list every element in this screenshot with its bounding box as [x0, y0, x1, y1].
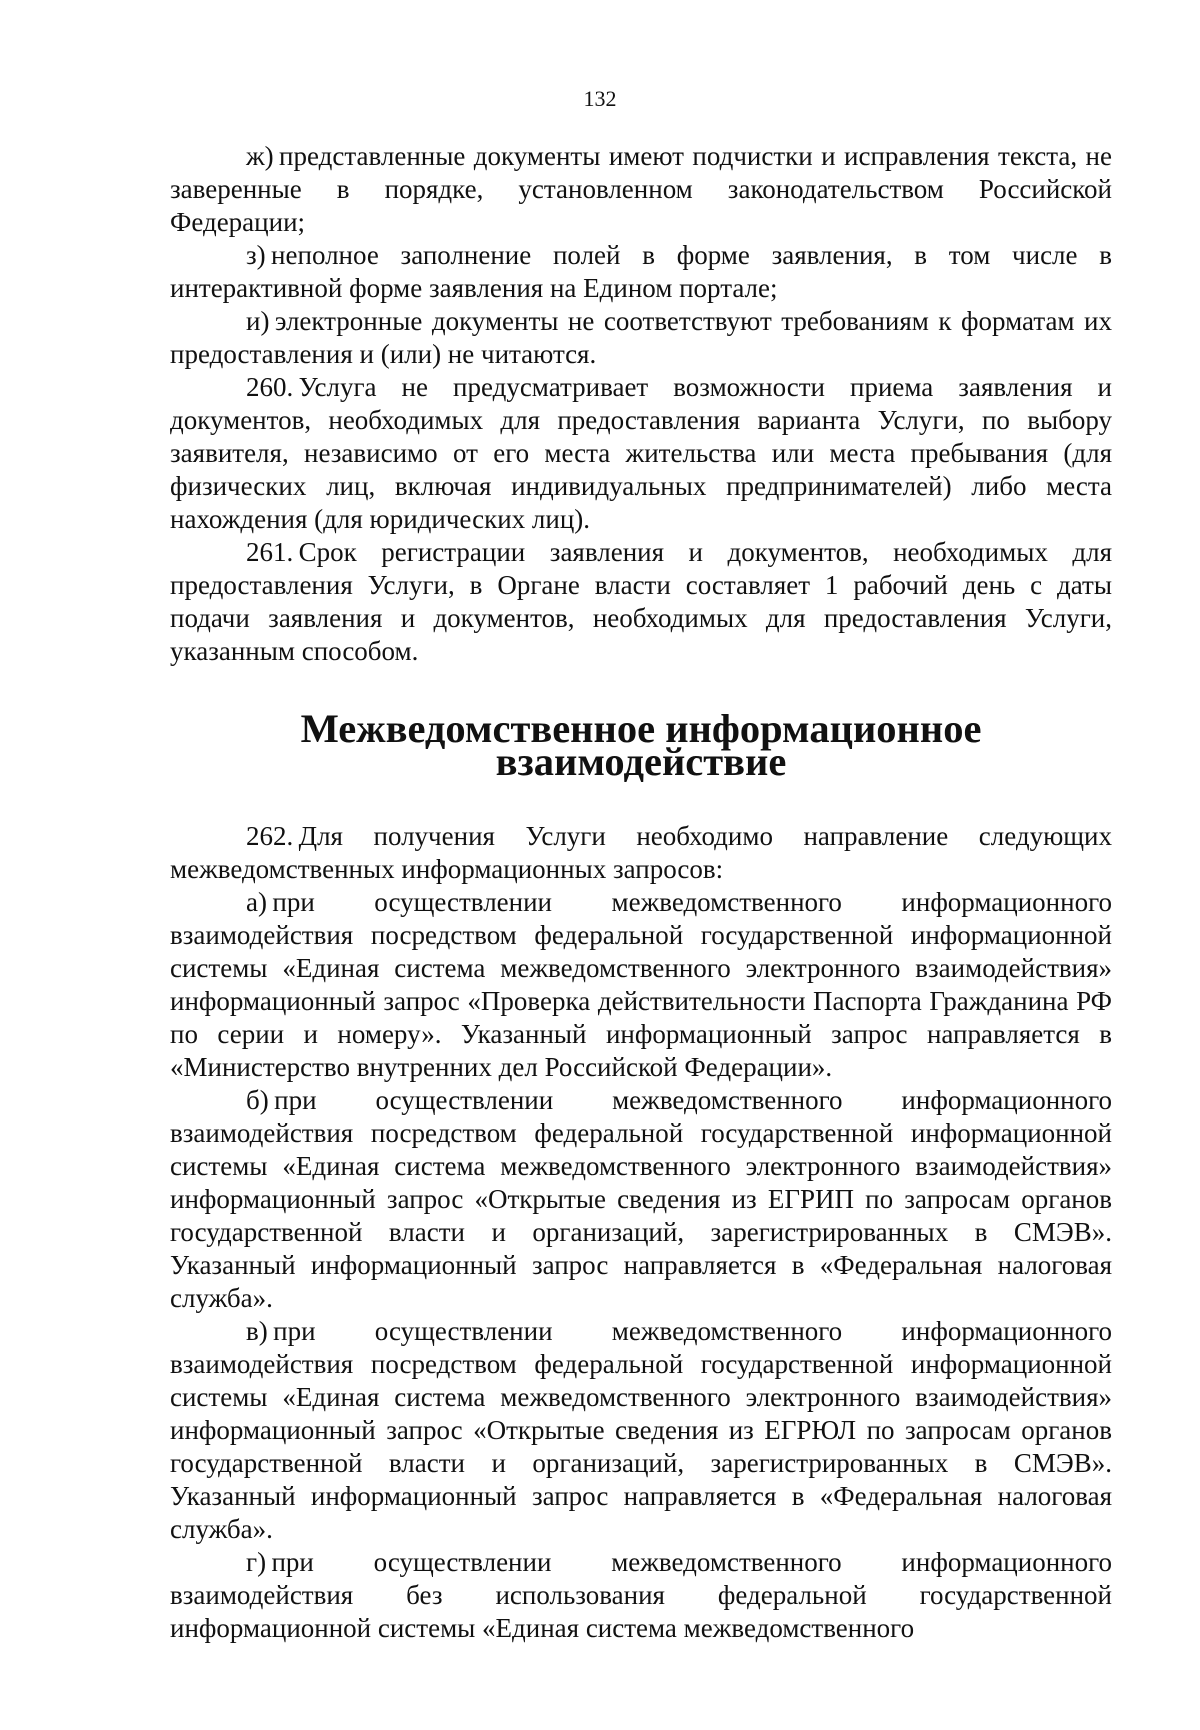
- page-number: 132: [583, 86, 617, 111]
- paragraph-item-a: а) при осуществлении межведомственного информационного взаимодействия посредством федеральной государственной информационной системы «Единая система межведомственного электронного взаимодействия» информационный запрос «Проверка действительности Паспорта Гражданина РФ по серии и номеру». Указанный информационный запрос направляется в «Министерство внутренних дел Российской Федерации».: [170, 887, 1112, 1082]
- section-heading: Межведомственное информационное взаимодействие: [300, 706, 982, 784]
- paragraph-item-g: г) при осуществлении межведомственного информационного взаимодействия без использования федеральной государственной информационной системы «Единая система межведомственного: [170, 1547, 1112, 1643]
- paragraph-item-i: и) электронные документы не соответствуют требованиям к форматам их предоставления и (или) не читаются.: [170, 306, 1112, 369]
- paragraph-item-v: в) при осуществлении межведомственного информационного взаимодействия посредством федеральной государственной информационной системы «Единая система межведомственного электронного взаимодействия» информационный запрос «Открытые сведения из ЕГРЮЛ по запросам органов государственной власти и организаций, зарегистрированных в СМЭВ». Указанный информационный запрос направляется в «Федеральная налоговая служба».: [170, 1316, 1112, 1544]
- document-body: [170, 140, 1112, 1645]
- paragraph-item-z: з) неполное заполнение полей в форме заявления, в том числе в интерактивной форме заявления на Едином портале;: [170, 240, 1112, 303]
- paragraph-260: 260. Услуга не предусматривает возможности приема заявления и документов, необходимых для предоставления варианта Услуги, по выбору заявителя, независимо от его места жительства или места пребывания (для физических лиц, включая индивидуальных предпринимателей) либо места нахождения (для юридических лиц).: [170, 372, 1112, 534]
- paragraph-261: 261. Срок регистрации заявления и документов, необходимых для предоставления Услуги, в Органе власти составляет 1 рабочий день с даты подачи заявления и документов, необходимых для предоставления Услуги, указанным способом.: [170, 537, 1112, 666]
- paragraph-item-zh: ж) представленные документы имеют подчистки и исправления текста, не заверенные в порядке, установленном законодательством Российской Федерации;: [170, 141, 1112, 237]
- paragraph-item-b: б) при осуществлении межведомственного информационного взаимодействия посредством федеральной государственной информационной системы «Единая система межведомственного электронного взаимодействия» информационный запрос «Открытые сведения из ЕГРИП по запросам органов государственной власти и организаций, зарегистрированных в СМЭВ». Указанный информационный запрос направляется в «Федеральная налоговая служба».: [170, 1085, 1112, 1313]
- paragraph-262: 262. Для получения Услуги необходимо направление следующих межведомственных информационных запросов:: [170, 821, 1112, 884]
